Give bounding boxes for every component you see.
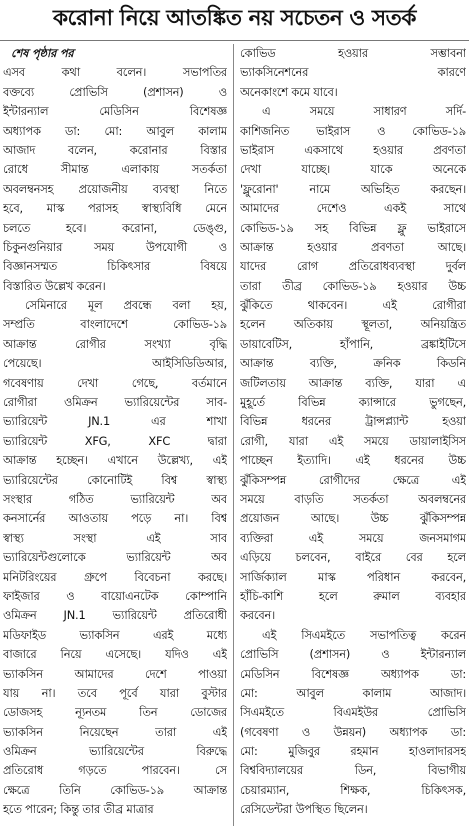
text-line: সময়ে বাড়তি সতর্কতা অবলম্বনের — [240, 491, 466, 506]
text-line: ওমিক্রন ভ্যারিয়েন্টের বিরুদ্ধে — [3, 744, 227, 759]
text-line: সংস্থার গঠিত ভ্যারিয়েন্ট অব — [3, 491, 227, 506]
text-line: বিশ্ববিদ্যালয়ের ডিন, বিভাগীয় — [240, 763, 466, 778]
text-line: করবেন। — [240, 608, 276, 623]
text-line: হলেন অতিকায় স্থূলতা, অনিয়ন্ত্রিত — [240, 317, 466, 332]
headline: করোনা নিয়ে আতঙ্কিত নয় সচেতন ও সতর্ক — [0, 0, 469, 41]
text-line: চলতে হবে। করোনা, ডেঙ্গু, — [3, 220, 227, 235]
column-divider — [233, 44, 234, 826]
text-line: মো: মুজিবুর রহমান হাওলাদারসহ — [240, 744, 466, 759]
text-line: হতে পারেন; কিন্তু তার তীব্র মাত্রার — [3, 802, 154, 817]
text-line: আমাদের দেশেও একই সাথে — [240, 201, 466, 216]
text-line: বিভিন্ন ধরনের ট্রান্সপ্ল্যান্ট হওয়া — [240, 414, 466, 429]
text-line: বাজারে নিয়ে এসেছে। যদিও এই — [3, 647, 227, 662]
left-column-text — [3, 63, 227, 819]
text-line: এড়িয়ে চলবেন, বাইরে বের হলে — [240, 550, 466, 565]
text-line: যাদের রোগ প্রতিরোধব্যবস্থা দুর্বল — [240, 259, 466, 274]
text-line: এ সময়ে সাধারণ সর্দি- — [262, 104, 466, 119]
text-line: রোগী, যারা এই সময়ে ডায়ালাইসিস — [240, 433, 466, 448]
text-line: ওমিক্রন JN.1 ভ্যারিয়েন্ট প্রতিরোধী — [3, 608, 227, 623]
text-line: বক্তব্যে প্রোভিসি (প্রশাসন) ও — [3, 84, 227, 99]
left-column — [3, 44, 227, 830]
text-line: প্রোভিসি (প্রশাসন) ও ইন্টারন্যাল — [240, 647, 466, 662]
text-line: কোভিড-১৯ সহ বিভিন্ন ফ্লু ভাইরাসে — [240, 220, 466, 235]
text-line: ভ্যারিয়েন্ট XFG, XFC দ্বারা — [3, 433, 227, 448]
text-line: ভাইরাস একসাথে হওয়ার প্রবণতা — [240, 142, 466, 157]
text-line: পাচ্ছেন ইত্যাদি। এই ধরনের উচ্চ — [240, 453, 466, 468]
text-line: সিএমইতে বিএমইউর প্রোভিসি — [240, 705, 466, 720]
text-line: আক্রান্ত হওয়ার প্রবণতা আছে। — [240, 239, 466, 254]
text-line: ভ্যাকসিন নিয়েছেন তারা এই — [3, 724, 227, 739]
text-line: যায় না। তবে পূর্বে যারা বুস্টার — [3, 685, 227, 700]
text-line: প্রতিরোধ গড়তে পারবেন। সে — [3, 763, 227, 778]
text-line: মেডিসিন বিশেষজ্ঞ অধ্যাপক ডা: — [240, 666, 466, 681]
text-line: ক্ষেত্রে তিনি কোভিড-১৯ আক্রান্ত — [3, 782, 227, 797]
text-line: রোগীরা ওমিক্রন ভ্যারিয়েন্টের সাব- — [3, 395, 227, 410]
text-line: রোধে সীমান্ত এলাকায় সতর্কতা — [3, 162, 227, 177]
right-column — [240, 44, 466, 830]
text-line: ঝুঁকিতে থাকবেন। এই রোগীরা — [240, 298, 466, 313]
text-line: এসব কথা বলেন। সভাপতির — [3, 65, 227, 80]
text-line: মডিফাইড ভ্যাকসিন এরই মধ্যে — [3, 627, 227, 642]
text-line: ব্যক্তিরা এই সময়ে জনসমাগম — [240, 530, 466, 545]
text-line: স্বাস্থ্য সংস্থা এই সাব — [3, 530, 227, 545]
text-line: জটিলতায় আক্রান্ত ব্যক্তি, যারা এ — [240, 375, 466, 390]
text-line: সার্জিক্যাল মাস্ক পরিধান করবেন, — [240, 569, 466, 584]
text-line: কনসার্নের আওতায় পড়ে না। বিশ্ব — [3, 511, 227, 526]
text-line: অবলম্বনসহ প্রয়োজনীয় ব্যবস্থা নিতে — [3, 181, 227, 196]
text-line: এই সিএমইতে সভাপতিত্ব করেন — [262, 627, 466, 642]
text-line: (গবেষণা ও উন্নয়ন) অধ্যাপক ডা: — [240, 724, 466, 739]
text-line: ফাইজার ও বায়োএনটেক কোম্পানি — [3, 588, 227, 603]
text-line: চেয়ারম্যান, শিক্ষক, চিকিৎসক, — [240, 782, 466, 797]
text-line: সম্প্রতি বাংলাদেশে কোভিড-১৯ — [3, 317, 227, 332]
text-line: রেসিডেন্টরা উপস্থিত ছিলেন। — [240, 802, 368, 817]
text-line: আজাদ বলেন, করোনার বিস্তার — [3, 142, 227, 157]
text-line: আক্রান্ত ব্যক্তি, ক্রনিক কিডনি — [240, 356, 466, 371]
text-line: ভ্যারিয়েন্টের কোনোটিই বিশ্ব স্বাস্থ্য — [3, 472, 227, 487]
text-line: পেয়েছে। আইসিডিডিআর, — [3, 356, 227, 371]
text-line: কাশিজনিত ভাইরাস ও কোভিড-১৯ — [240, 123, 466, 138]
text-line: কোভিড হওয়ার সম্ভাবনা — [240, 46, 466, 60]
text-line: ভ্যাকসিনেশনের কারণে — [240, 65, 466, 80]
text-line: ভ্যাকসিন আমাদের দেশে পাওয়া — [3, 666, 227, 681]
text-line: দেখা যাচ্ছে। যাকে অনেকে — [240, 162, 466, 177]
text-line: সেমিনারে মূল প্রবন্ধে বলা হয়, — [25, 298, 227, 313]
text-line: মুহূর্তে বিভিন্ন ক্যান্সারে ভুগছেন, — [240, 395, 466, 410]
text-line: ঝুঁকিসম্পন্ন রোগীদের ক্ষেত্রে এই — [240, 472, 466, 487]
text-line: ভ্যারিয়েন্টগুলোকে ভ্যারিয়েন্ট অব — [3, 550, 227, 565]
text-line: প্রয়োজন আছে। উচ্চ ঝুঁকিসম্পন্ন — [240, 511, 466, 526]
text-line: বিজ্ঞানসম্মত চিকিৎসার বিষয়ে — [3, 259, 227, 274]
text-line: তারা তীব্র কোভিড-১৯ হওয়ার উচ্চ — [240, 278, 466, 293]
text-line: মনিটরিংয়ের গ্রুপে বিবেচনা করছে। — [3, 569, 227, 584]
text-line: আক্রান্ত হচ্ছেন। এখানে উল্লেখ্য, এই — [3, 453, 227, 468]
text-line: ভ্যারিয়েন্ট JN.1 এর শাখা — [3, 414, 227, 429]
right-column-text — [240, 44, 466, 820]
text-line: ডায়াবেটিস, হাঁপানি, ব্রঙ্কাইটিসে — [240, 336, 466, 351]
text-line: হাঁচি-কাশি হলে রুমাল ব্যবহার — [240, 588, 466, 603]
text-line: 'ফ্লুরোনা' নামে অভিহিত করছেন। — [240, 181, 466, 196]
text-line: বিস্তারিত উল্লেখ করেন। — [3, 278, 106, 293]
text-line: হবে, মাস্ক পরাসহ স্বাস্থ্যবিধি মেনে — [3, 201, 227, 216]
dateline: শেষ পৃষ্ঠার পর — [11, 46, 74, 60]
text-line: গবেষণায় দেখা গেছে, বর্তমানে — [3, 375, 227, 390]
text-line: অধ্যাপক ডা: মো: আবুল কালাম — [3, 123, 227, 138]
text-line: ডোজসহ ন্যূনতম তিন ডোজের — [3, 705, 227, 720]
text-line: চিকুনগুনিয়ার সময় উপযোগী ও — [3, 239, 227, 254]
text-line: অনেকাংশে কমে যাবে। — [240, 84, 338, 99]
text-line: মো: আবুল কালাম আজাদ। — [240, 685, 466, 700]
text-line: আক্রান্ত রোগীর সংখ্যা বৃদ্ধি — [3, 336, 227, 351]
text-line: ইন্টারন্যাল মেডিসিন বিশেষজ্ঞ — [3, 104, 227, 119]
